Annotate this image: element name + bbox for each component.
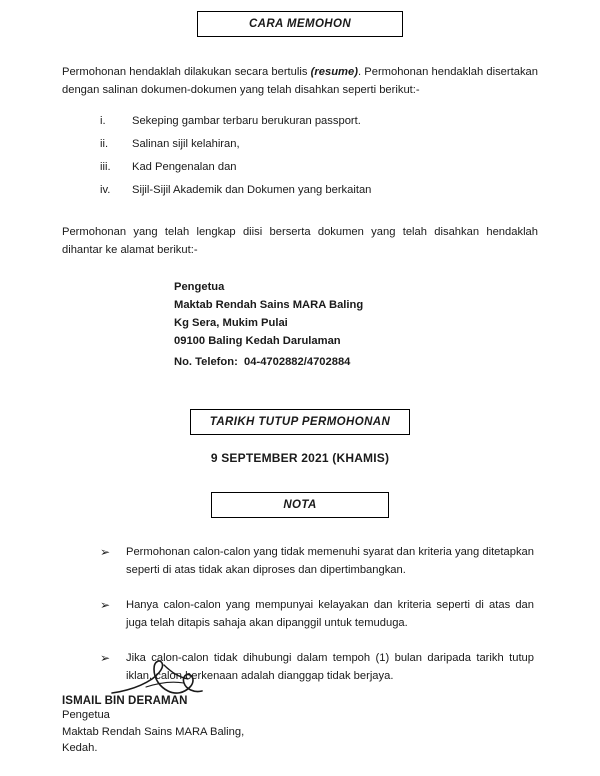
list-item-text: Sijil-Sijil Akademik dan Dokumen yang berkaitan [132,183,372,196]
address-line-4: 09100 Baling Kedah Darulaman [174,335,341,348]
list-item-text: Permohonan calon-calon yang tidak memenuhi syarat dan kriteria yang ditetapkan seperti di atas tidak akan diproses dan dipertimbangkan. [126,545,534,577]
closing-date: 9 SEPTEMBER 2021 (KHAMIS) [210,450,390,465]
signature-block [62,657,462,756]
signatory-title: Pengetua [62,709,110,722]
document-page [0,11,600,776]
list-item-text: Hanya calon-calon yang mempunyai kelayakan dan kriteria seperti di atas dan juga telah ditapis sahaja akan dipanggil untuk temuduga. [126,598,534,630]
list-item-number: i. [100,114,106,127]
list-item [62,115,538,127]
intro-text-part2: . Permohonan hendaklah disertakan dengan salinan dokumen-dokumen yang telah disahkan seperti berikut:- [62,66,538,97]
section-heading-nota: NOTA [211,492,389,518]
address-line-2: Maktab Rendah Sains MARA Baling [174,299,364,312]
address-line-3: Kg Sera, Mukim Pulai [174,317,288,330]
address-phone: No. Telefon: 04-4702882/4702884 [174,355,351,368]
list-item [62,184,538,196]
list-item [62,596,538,633]
section-heading-cara-memohon: CARA MEMOHON [197,11,403,37]
section-heading-tarikh-tutup: TARIKH TUTUP PERMOHONAN [190,409,410,435]
requirements-list [62,115,538,196]
list-item [62,138,538,150]
list-item-text: Kad Pengenalan dan [132,160,237,173]
list-item-number: ii. [100,137,109,150]
address-line-1: Pengetua [174,280,225,293]
list-item-text: Salinan sijil kelahiran, [132,137,240,150]
arrow-bullet-icon: ➢ [100,650,111,665]
intro-text-part1: Permohonan hendaklah dilakukan secara bertulis [62,66,311,78]
list-item-number: iii. [100,160,111,173]
list-item-text: Jika calon-calon tidak dihubungi dalam tempoh (1) bulan daripada tarikh tutup iklan, calon berkenaan adalah dianggap tidak berjaya. [126,651,534,683]
list-item [62,543,538,580]
arrow-bullet-icon: ➢ [100,544,111,559]
intro-resume-word: (resume) [310,66,358,78]
list-item [62,161,538,173]
handwritten-signature-icon [106,657,256,699]
address-block [174,278,538,371]
signatory-organisation: Maktab Rendah Sains MARA Baling, [62,725,245,738]
list-item-text: Sekeping gambar terbaru berukuran passport. [132,114,361,127]
arrow-bullet-icon: ➢ [100,597,111,612]
signatory-name: ISMAIL BIN DERAMAN [62,695,188,708]
submission-note-paragraph: Permohonan yang telah lengkap diisi berserta dokumen yang telah disahkan hendaklah dihantar ke alamat berikut:- [62,225,538,257]
list-item-number: iv. [100,183,111,196]
intro-paragraph [62,63,538,100]
signatory-state: Kedah. [62,741,98,754]
